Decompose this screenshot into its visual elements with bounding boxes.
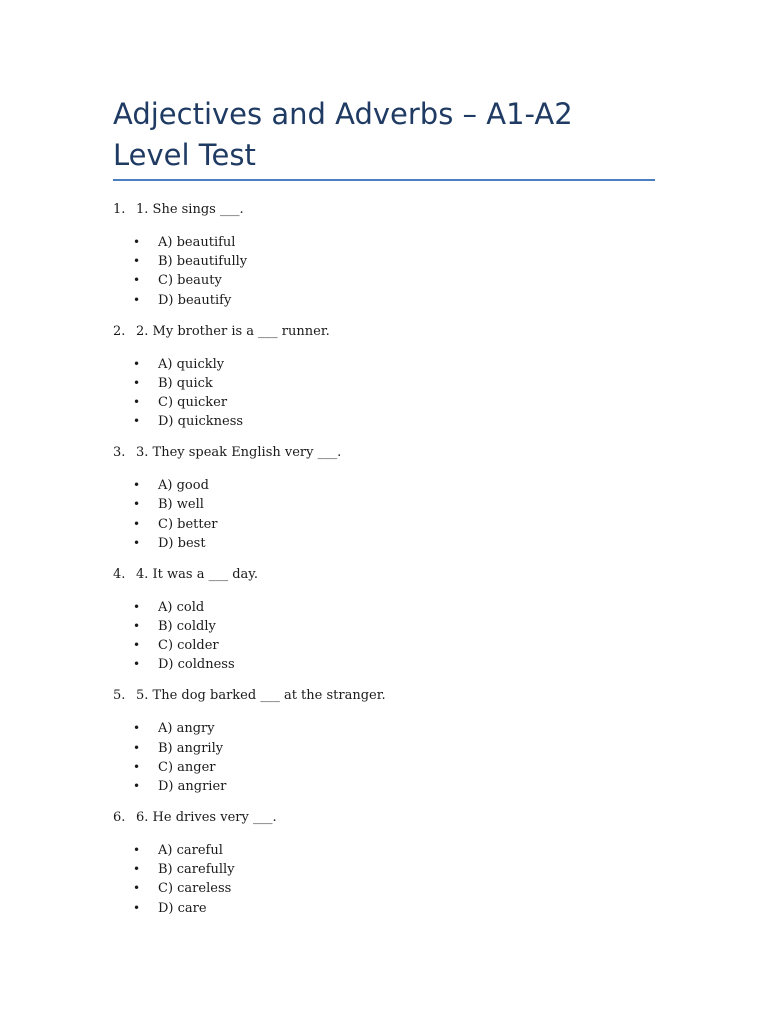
page-title: Adjectives and Adverbs – A1-A2 Level Test xyxy=(113,97,573,172)
question-number: 6. xyxy=(113,809,126,825)
question-item xyxy=(113,323,658,445)
question-number: 5. xyxy=(113,688,126,704)
question-text: 3. They speak English very ___. xyxy=(136,445,342,461)
option-text: A) cold xyxy=(158,599,205,615)
option-text: C) beauty xyxy=(158,273,222,289)
option-text: B) carefully xyxy=(158,862,235,878)
question-text: 2. My brother is a ___ runner. xyxy=(136,323,330,339)
option-text: D) best xyxy=(158,535,206,551)
option-text: D) coldness xyxy=(158,657,235,673)
option-text: A) good xyxy=(158,478,209,494)
option-text: C) better xyxy=(158,516,218,532)
bullet-icon: • xyxy=(133,842,141,857)
option-text: A) angry xyxy=(158,721,215,737)
option-text: A) beautiful xyxy=(158,235,236,250)
bullet-icon: • xyxy=(133,356,141,371)
question-number: 3. xyxy=(113,445,126,461)
question-number: 2. xyxy=(113,323,126,339)
bullet-icon: • xyxy=(133,254,141,269)
bullet-icon: • xyxy=(133,599,141,614)
bullet-icon: • xyxy=(133,881,141,896)
option-text: C) anger xyxy=(158,759,216,775)
option-text: B) well xyxy=(158,497,204,513)
question-text: 5. The dog barked ___ at the stranger. xyxy=(136,688,386,704)
question-item xyxy=(113,687,658,809)
question-item xyxy=(113,444,658,566)
bullet-icon: • xyxy=(133,273,141,288)
option-text: D) quickness xyxy=(158,414,244,430)
question-item xyxy=(113,201,658,323)
option-text: A) quickly xyxy=(158,356,225,372)
bullet-icon: • xyxy=(133,900,141,915)
option-text: A) careful xyxy=(158,842,223,858)
bullet-icon: • xyxy=(133,292,141,307)
bullet-icon: • xyxy=(133,721,141,736)
option-text: C) quicker xyxy=(158,394,228,410)
question-item xyxy=(113,809,658,931)
option-text: B) angrily xyxy=(158,740,224,756)
question-number: 1. xyxy=(113,202,126,217)
option-text: C) colder xyxy=(158,638,219,654)
question-item xyxy=(113,566,658,688)
option-text: B) quick xyxy=(158,375,213,391)
bullet-icon: • xyxy=(133,375,141,390)
bullet-icon: • xyxy=(133,235,141,249)
bullet-icon: • xyxy=(133,414,141,429)
question-text: 1. She sings ___. xyxy=(136,202,244,217)
option-text: D) care xyxy=(158,900,207,916)
bullet-icon: • xyxy=(133,497,141,512)
option-text: D) beautify xyxy=(158,292,232,308)
bullet-icon: • xyxy=(133,657,141,672)
question-text: 4. It was a ___ day. xyxy=(136,566,259,582)
option-text: C) careless xyxy=(158,881,232,897)
question-text: 6. He drives very ___. xyxy=(136,809,277,825)
bullet-icon: • xyxy=(133,478,141,493)
bullet-icon: • xyxy=(133,516,141,531)
option-text: B) beautifully xyxy=(158,254,248,270)
question-list xyxy=(113,201,658,931)
option-text: B) coldly xyxy=(158,618,216,634)
bullet-icon: • xyxy=(133,740,141,755)
option-text: D) angrier xyxy=(158,778,227,794)
bullet-icon: • xyxy=(133,618,141,633)
bullet-icon: • xyxy=(133,638,141,653)
bullet-icon: • xyxy=(133,394,141,409)
bullet-icon: • xyxy=(133,862,141,877)
bullet-icon: • xyxy=(133,778,141,793)
question-number: 4. xyxy=(113,566,126,582)
bullet-icon: • xyxy=(133,759,141,774)
bullet-icon: • xyxy=(133,535,141,550)
title-divider xyxy=(113,179,655,181)
